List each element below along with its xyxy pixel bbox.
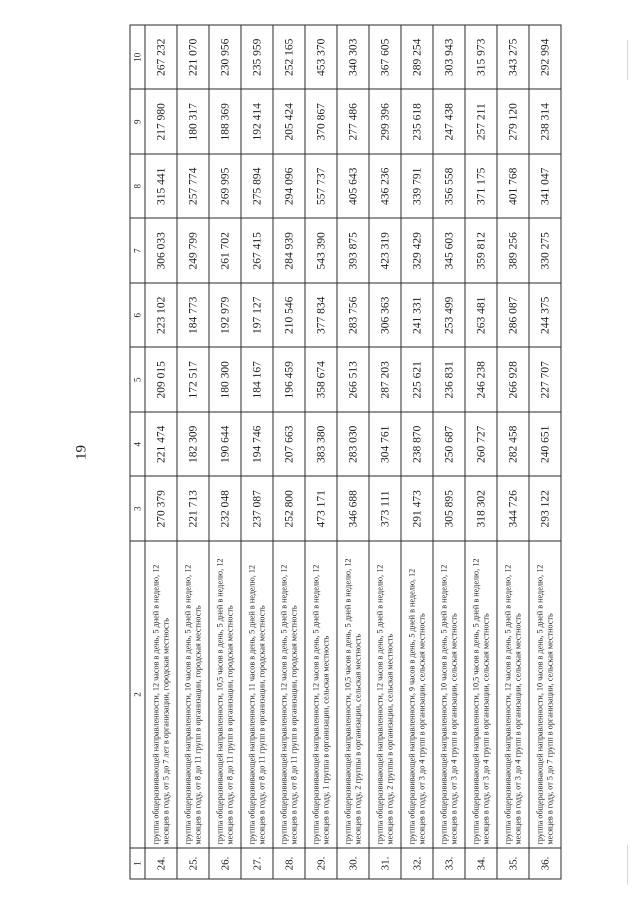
row-number: 32. <box>401 848 433 879</box>
cost-value: 266 513 <box>337 348 369 413</box>
cost-value: 401 768 <box>497 154 529 219</box>
group-description: группа общеразвивающей направленности, 10,5 часов в день, 5 дней в неделю, 12 месяцев в году, 2 группы в организации, сельская местность <box>337 541 369 848</box>
row-number: 28. <box>273 848 305 879</box>
cost-value: 184 773 <box>177 283 209 348</box>
cost-value: 367 605 <box>369 25 401 90</box>
row-number: 29. <box>305 848 337 879</box>
group-description: группа общеразвивающей направленности, 12 часов в день, 5 дней в неделю, 12 месяцев в году, от 8 до 11 групп в организации, городская местность <box>273 541 305 848</box>
cost-value: 230 956 <box>209 25 241 90</box>
cost-value: 263 481 <box>465 283 497 348</box>
group-description: группа общеразвивающей направленности, 10 часов в день, 5 дней в неделю, 12 месяцев в году, от 3 до 4 групп в организации, сельская местность <box>433 541 465 848</box>
col-header: 5 <box>130 348 145 413</box>
cost-value: 543 390 <box>305 219 337 284</box>
cost-value: 329 429 <box>401 219 433 284</box>
cost-value: 286 087 <box>497 283 529 348</box>
col-header: 4 <box>130 412 145 477</box>
col-header: 8 <box>130 154 145 219</box>
group-description: группа общеразвивающей направленности, 12 часов в день, 5 дней в неделю, 12 месяцев в году, 1 группа в организации, сельская местность <box>305 541 337 848</box>
cost-value: 306 033 <box>145 219 177 284</box>
cost-value: 370 867 <box>305 90 337 155</box>
cost-value: 291 473 <box>401 477 433 542</box>
cost-value: 241 331 <box>401 283 433 348</box>
cost-value: 383 380 <box>305 412 337 477</box>
cost-value: 270 379 <box>145 477 177 542</box>
table-row <box>465 25 497 879</box>
cost-value: 279 120 <box>497 90 529 155</box>
cost-value: 194 746 <box>241 412 273 477</box>
table-row <box>529 25 561 879</box>
cost-value: 180 300 <box>209 348 241 413</box>
cost-value: 266 928 <box>497 348 529 413</box>
group-description: группа общеразвивающей направленности, 12 часов в день, 5 дней в неделю, 12 месяцев в году, 2 группы в организации, сельская местность <box>369 541 401 848</box>
row-number: 27. <box>241 848 273 879</box>
col-header: 1 <box>130 848 145 879</box>
cost-value: 172 517 <box>177 348 209 413</box>
cost-value: 371 175 <box>465 154 497 219</box>
table-row <box>209 25 241 879</box>
row-number: 33. <box>433 848 465 879</box>
cost-value: 282 458 <box>497 412 529 477</box>
cost-value: 453 370 <box>305 25 337 90</box>
row-number: 35. <box>497 848 529 879</box>
cost-value: 393 875 <box>337 219 369 284</box>
cost-value: 261 702 <box>209 219 241 284</box>
cost-value: 217 980 <box>145 90 177 155</box>
cost-table <box>129 25 561 880</box>
cost-value: 299 396 <box>369 90 401 155</box>
cost-value: 192 414 <box>241 90 273 155</box>
cost-value: 221 070 <box>177 25 209 90</box>
cost-value: 188 369 <box>209 90 241 155</box>
col-header: 10 <box>130 25 145 90</box>
cost-value: 358 674 <box>305 348 337 413</box>
table-row <box>401 25 433 879</box>
cost-value: 423 319 <box>369 219 401 284</box>
cost-value: 196 459 <box>273 348 305 413</box>
group-description: группа общеразвивающей направленности, 10 часов в день, 5 дней в неделю, 12 месяцев в году, от 8 до 11 групп в организации, городская местность <box>177 541 209 848</box>
cost-value: 318 302 <box>465 477 497 542</box>
table-row <box>337 25 369 879</box>
group-description: группа общеразвивающей направленности, 11 часов в день, 5 дней в неделю, 12 месяцев в году, от 8 до 11 групп в организации, городская местность <box>241 541 273 848</box>
cost-value: 197 127 <box>241 283 273 348</box>
cost-value: 253 499 <box>433 283 465 348</box>
cost-value: 330 275 <box>529 219 561 284</box>
cost-value: 238 870 <box>401 412 433 477</box>
row-number: 26. <box>209 848 241 879</box>
cost-value: 557 737 <box>305 154 337 219</box>
cost-value: 289 254 <box>401 25 433 90</box>
row-number: 24. <box>145 848 177 879</box>
table-row <box>433 25 465 879</box>
table-row <box>369 25 401 879</box>
scan-edge-mark <box>627 845 628 885</box>
table-row <box>241 25 273 879</box>
cost-value: 269 995 <box>209 154 241 219</box>
cost-value: 250 687 <box>433 412 465 477</box>
cost-value: 283 030 <box>337 412 369 477</box>
cost-value: 305 895 <box>433 477 465 542</box>
cost-value: 257 774 <box>177 154 209 219</box>
cost-value: 359 812 <box>465 219 497 284</box>
cost-value: 267 232 <box>145 25 177 90</box>
cost-value: 247 438 <box>433 90 465 155</box>
group-description: группа общеразвивающей направленности, 10 часов в день, 5 дней в неделю, 12 месяцев в году, от 5 до 7 групп в организации, сельская местность <box>529 541 561 848</box>
cost-value: 473 171 <box>305 477 337 542</box>
col-header: 7 <box>130 219 145 284</box>
cost-value: 240 651 <box>529 412 561 477</box>
cost-value: 236 831 <box>433 348 465 413</box>
cost-value: 315 973 <box>465 25 497 90</box>
cost-value: 257 211 <box>465 90 497 155</box>
cost-value: 293 122 <box>529 477 561 542</box>
cost-value: 252 165 <box>273 25 305 90</box>
col-header: 2 <box>130 541 145 848</box>
cost-value: 292 994 <box>529 25 561 90</box>
cost-value: 303 943 <box>433 25 465 90</box>
cost-value: 377 834 <box>305 283 337 348</box>
header-row <box>130 25 145 879</box>
table-row <box>305 25 337 879</box>
cost-value: 405 643 <box>337 154 369 219</box>
cost-value: 341 047 <box>529 154 561 219</box>
cost-value: 232 048 <box>209 477 241 542</box>
cost-value: 246 238 <box>465 348 497 413</box>
cost-value: 180 317 <box>177 90 209 155</box>
cost-value: 237 087 <box>241 477 273 542</box>
cost-value: 346 688 <box>337 477 369 542</box>
cost-value: 184 167 <box>241 348 273 413</box>
cost-value: 340 303 <box>337 25 369 90</box>
group-description: группа общеразвивающей направленности, 10,5 часов в день, 5 дней в неделю, 12 месяцев в году, от 3 до 4 групп в организации, сельская местность <box>465 541 497 848</box>
cost-value: 221 474 <box>145 412 177 477</box>
col-header: 9 <box>130 90 145 155</box>
cost-value: 436 236 <box>369 154 401 219</box>
cost-value: 182 309 <box>177 412 209 477</box>
cost-value: 287 203 <box>369 348 401 413</box>
cost-value: 207 663 <box>273 412 305 477</box>
cost-value: 235 959 <box>241 25 273 90</box>
row-number: 30. <box>337 848 369 879</box>
row-number: 31. <box>369 848 401 879</box>
cost-value: 275 894 <box>241 154 273 219</box>
cost-value: 373 111 <box>369 477 401 542</box>
cost-value: 190 644 <box>209 412 241 477</box>
cost-value: 223 102 <box>145 283 177 348</box>
cost-value: 344 726 <box>497 477 529 542</box>
cost-value: 221 713 <box>177 477 209 542</box>
page-number: 19 <box>73 445 90 460</box>
cost-table-rotated <box>129 25 554 880</box>
cost-value: 304 761 <box>369 412 401 477</box>
cost-value: 209 015 <box>145 348 177 413</box>
cost-value: 249 799 <box>177 219 209 284</box>
cost-value: 205 424 <box>273 90 305 155</box>
table-row <box>273 25 305 879</box>
cost-value: 294 096 <box>273 154 305 219</box>
table-row <box>177 25 209 879</box>
cost-value: 252 800 <box>273 477 305 542</box>
cost-value: 267 415 <box>241 219 273 284</box>
cost-value: 284 939 <box>273 219 305 284</box>
cost-value: 235 618 <box>401 90 433 155</box>
row-number: 34. <box>465 848 497 879</box>
group-description: группа общеразвивающей направленности, 10,5 часов в день, 5 дней в неделю, 12 месяцев в году, от 8 до 11 групп в организации, городская местность <box>209 541 241 848</box>
cost-value: 315 441 <box>145 154 177 219</box>
cost-value: 389 256 <box>497 219 529 284</box>
cost-value: 260 727 <box>465 412 497 477</box>
scan-edge-mark <box>627 40 628 80</box>
cost-value: 356 558 <box>433 154 465 219</box>
cost-value: 277 486 <box>337 90 369 155</box>
cost-value: 283 756 <box>337 283 369 348</box>
cost-value: 306 363 <box>369 283 401 348</box>
cost-value: 343 275 <box>497 25 529 90</box>
row-number: 36. <box>529 848 561 879</box>
table-row <box>145 25 177 879</box>
cost-value: 225 621 <box>401 348 433 413</box>
cost-value: 227 707 <box>529 348 561 413</box>
group-description: группа общеразвивающей направленности, 12 часов в день, 5 дней в неделю, 12 месяцев в году, от 3 до 4 групп в организации, сельская местность <box>497 541 529 848</box>
cost-value: 192 979 <box>209 283 241 348</box>
group-description: группа общеразвивающей направленности, 12 часов в день, 5 дней в неделю, 12 месяцев в году, от 5 до 7 лет в организации, городская местность <box>145 541 177 848</box>
cost-value: 244 375 <box>529 283 561 348</box>
table-row <box>497 25 529 879</box>
cost-value: 345 603 <box>433 219 465 284</box>
cost-value: 339 791 <box>401 154 433 219</box>
row-number: 25. <box>177 848 209 879</box>
col-header: 6 <box>130 283 145 348</box>
cost-value: 210 546 <box>273 283 305 348</box>
group-description: группа общеразвивающей направленности, 9 часов в день, 5 дней в неделю, 12 месяцев в году, от 3 до 4 групп в организации, сельская местность <box>401 541 433 848</box>
col-header: 3 <box>130 477 145 542</box>
cost-value: 238 314 <box>529 90 561 155</box>
